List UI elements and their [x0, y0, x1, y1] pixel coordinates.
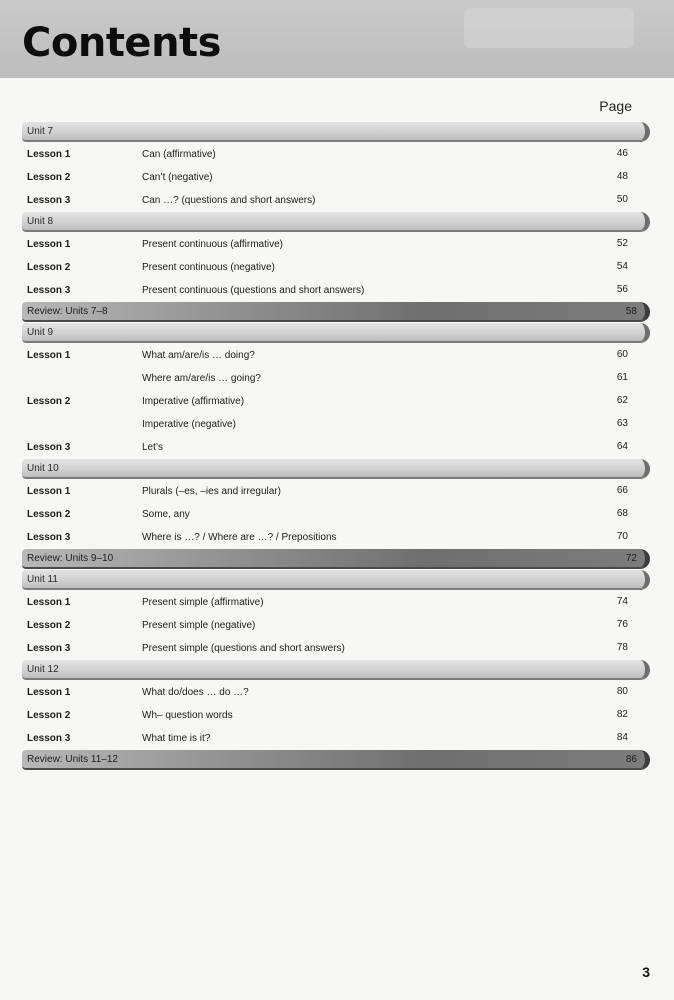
review-label: Review: Units 11–12: [27, 753, 118, 765]
lesson-label: Lesson 1: [27, 687, 71, 698]
lesson-label: Lesson 3: [27, 442, 71, 453]
page-column-label: Page: [599, 98, 632, 114]
lesson-page: 76: [616, 619, 628, 630]
lesson-page: 60: [616, 349, 628, 360]
unit-label: Unit 8: [27, 215, 54, 227]
lesson-page: 48: [616, 171, 628, 182]
lesson-label: Lesson 1: [27, 597, 71, 608]
lesson-row: [22, 143, 650, 166]
lesson-page: 56: [616, 284, 628, 295]
review-label: Review: Units 9–10: [27, 552, 114, 564]
lesson-title: Plurals (–es, –ies and irregular): [142, 486, 281, 497]
lesson-row: [22, 189, 650, 212]
lesson-label: Lesson 3: [27, 733, 71, 744]
lesson-title: Where is …? / Where are …? / Prepositions: [142, 532, 337, 543]
lesson-page: 82: [616, 709, 628, 720]
lesson-label: Lesson 2: [27, 262, 71, 273]
lesson-title: Present simple (affirmative): [142, 597, 264, 608]
review-header: [22, 302, 650, 322]
lesson-title: What am/are/is … doing?: [142, 350, 255, 361]
lesson-row: [22, 279, 650, 302]
lesson-title: Let’s: [142, 442, 163, 453]
lesson-title: Can’t (negative): [142, 172, 213, 183]
unit-header: [22, 323, 650, 343]
lesson-page: 70: [616, 531, 628, 542]
unit-header: [22, 459, 650, 479]
lesson-page: 66: [616, 485, 628, 496]
page-title: Contents: [22, 20, 221, 66]
unit-label: Unit 12: [27, 663, 59, 675]
lesson-row: [22, 526, 650, 549]
lesson-page: 68: [616, 508, 628, 519]
lesson-page: 84: [616, 732, 628, 743]
lesson-page: 63: [616, 418, 628, 429]
table-of-contents: [22, 122, 650, 771]
lesson-page: 46: [616, 148, 628, 159]
lesson-page: 50: [616, 194, 628, 205]
lesson-title: Present simple (negative): [142, 620, 256, 631]
lesson-page: 61: [616, 372, 628, 383]
lesson-label: Lesson 2: [27, 172, 71, 183]
lesson-page: 78: [616, 642, 628, 653]
lesson-page: 52: [616, 238, 628, 249]
lesson-title: What do/does … do …?: [142, 687, 249, 698]
lesson-row: [22, 233, 650, 256]
lesson-row: [22, 344, 650, 367]
lesson-title: Present continuous (negative): [142, 262, 275, 273]
lesson-row: [22, 637, 650, 660]
lesson-row: [22, 480, 650, 503]
header-decoration: [464, 8, 634, 48]
lesson-row: [22, 367, 650, 390]
page-number: 3: [642, 964, 650, 980]
unit-header: [22, 660, 650, 680]
lesson-label: Lesson 1: [27, 486, 71, 497]
lesson-label: Lesson 2: [27, 396, 71, 407]
review-page: 58: [625, 305, 637, 317]
lesson-row: [22, 681, 650, 704]
lesson-title: Imperative (negative): [142, 419, 236, 430]
unit-header: [22, 212, 650, 232]
lesson-label: Lesson 3: [27, 195, 71, 206]
lesson-row: [22, 166, 650, 189]
lesson-title: Where am/are/is … going?: [142, 373, 261, 384]
lesson-label: Lesson 3: [27, 532, 71, 543]
lesson-page: 74: [616, 596, 628, 607]
lesson-title: Present continuous (questions and short answers): [142, 285, 365, 296]
lesson-row: [22, 704, 650, 727]
lesson-page: 80: [616, 686, 628, 697]
unit-label: Unit 11: [27, 573, 58, 585]
lesson-row: [22, 591, 650, 614]
unit-label: Unit 10: [27, 462, 59, 474]
review-page: 72: [625, 552, 637, 564]
lesson-row: [22, 436, 650, 459]
lesson-page: 62: [616, 395, 628, 406]
lesson-label: Lesson 2: [27, 620, 71, 631]
lesson-label: Lesson 3: [27, 285, 71, 296]
lesson-title: Present simple (questions and short answers): [142, 643, 345, 654]
lesson-row: [22, 614, 650, 637]
lesson-label: Lesson 2: [27, 710, 71, 721]
lesson-label: Lesson 3: [27, 643, 71, 654]
review-label: Review: Units 7–8: [27, 305, 108, 317]
lesson-page: 54: [616, 261, 628, 272]
unit-label: Unit 9: [27, 326, 54, 338]
lesson-label: Lesson 2: [27, 509, 71, 520]
lesson-row: [22, 390, 650, 413]
lesson-label: Lesson 1: [27, 239, 71, 250]
lesson-title: What time is it?: [142, 733, 211, 744]
review-page: 86: [625, 753, 637, 765]
lesson-title: Can (affirmative): [142, 149, 216, 160]
lesson-row: [22, 256, 650, 279]
lesson-row: [22, 503, 650, 526]
lesson-page: 64: [616, 441, 628, 452]
lesson-title: Can …? (questions and short answers): [142, 195, 316, 206]
lesson-row: [22, 413, 650, 436]
lesson-title: Wh– question words: [142, 710, 233, 721]
lesson-label: Lesson 1: [27, 149, 71, 160]
unit-header: [22, 570, 650, 590]
review-header: [22, 750, 650, 770]
lesson-row: [22, 727, 650, 750]
lesson-title: Imperative (affirmative): [142, 396, 245, 407]
lesson-title: Some, any: [142, 509, 190, 520]
unit-label: Unit 7: [27, 125, 54, 137]
lesson-label: Lesson 1: [27, 350, 71, 361]
lesson-title: Present continuous (affirmative): [142, 239, 283, 250]
unit-header: [22, 122, 650, 142]
review-header: [22, 549, 650, 569]
